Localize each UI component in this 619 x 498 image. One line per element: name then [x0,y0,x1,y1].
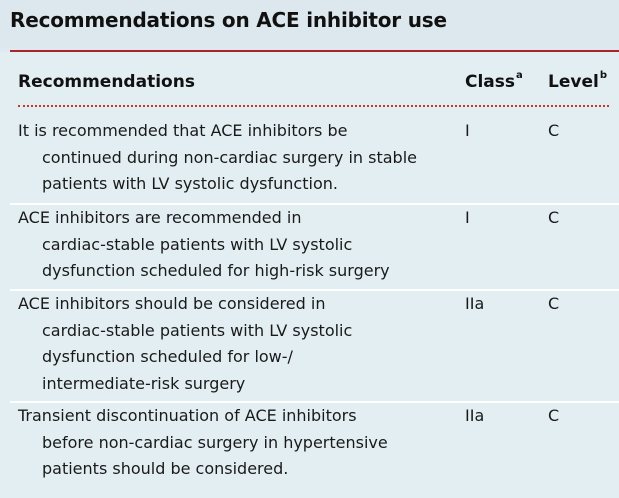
recommendation-line: patients with LV systolic dysfunction. [42,174,338,193]
level-cell: C [548,294,560,313]
level-cell: C [548,208,560,227]
recommendations-table [0,52,619,498]
recommendation-line: cardiac-stable patients with LV systolic [42,234,353,254]
header-class-footnote: a [516,70,523,82]
panel-title: Recommendations on ACE inhibitor use [10,8,447,32]
recommendation-text [18,118,448,198]
class-cell: IIa [465,406,485,425]
recommendation-line: patients should be considered. [42,459,289,478]
header-level [548,72,607,92]
header-recommendations-label: Recommendations [18,72,195,92]
recommendation-line: ACE inhibitors are recommended in [18,208,302,227]
class-cell: I [465,208,470,227]
recommendation-line: It is recommended that ACE inhibitors be [18,121,348,140]
recommendation-line: before non-cardiac surgery in hypertensive [42,432,388,452]
level-cell: C [548,121,560,140]
header-dotted-divider [18,105,609,107]
recommendation-line: dysfunction scheduled for high-risk surgery [42,261,390,280]
header-level-footnote: b [599,70,607,82]
recommendation-line: dysfunction scheduled for low-/ [42,347,293,366]
class-cell: IIa [465,294,485,313]
recommendation-line: ACE inhibitors should be considered in [18,294,326,313]
recommendation-line: Transient discontinuation of ACE inhibitors [18,406,357,425]
recommendation-line: cardiac-stable patients with LV systolic [42,320,353,340]
recommendation-text [18,205,448,285]
recommendation-text [18,403,448,483]
recommendation-line: continued during non-cardiac surgery in stable [42,147,417,167]
header-recommendations [18,72,195,92]
recommendation-text [18,291,448,397]
header-class-label: Class [465,72,516,92]
header-level-label: Level [548,72,599,92]
title-bar [0,0,619,48]
recommendation-line: intermediate-risk surgery [42,373,246,393]
header-class [465,72,523,92]
level-cell: C [548,406,560,425]
class-cell: I [465,121,470,140]
